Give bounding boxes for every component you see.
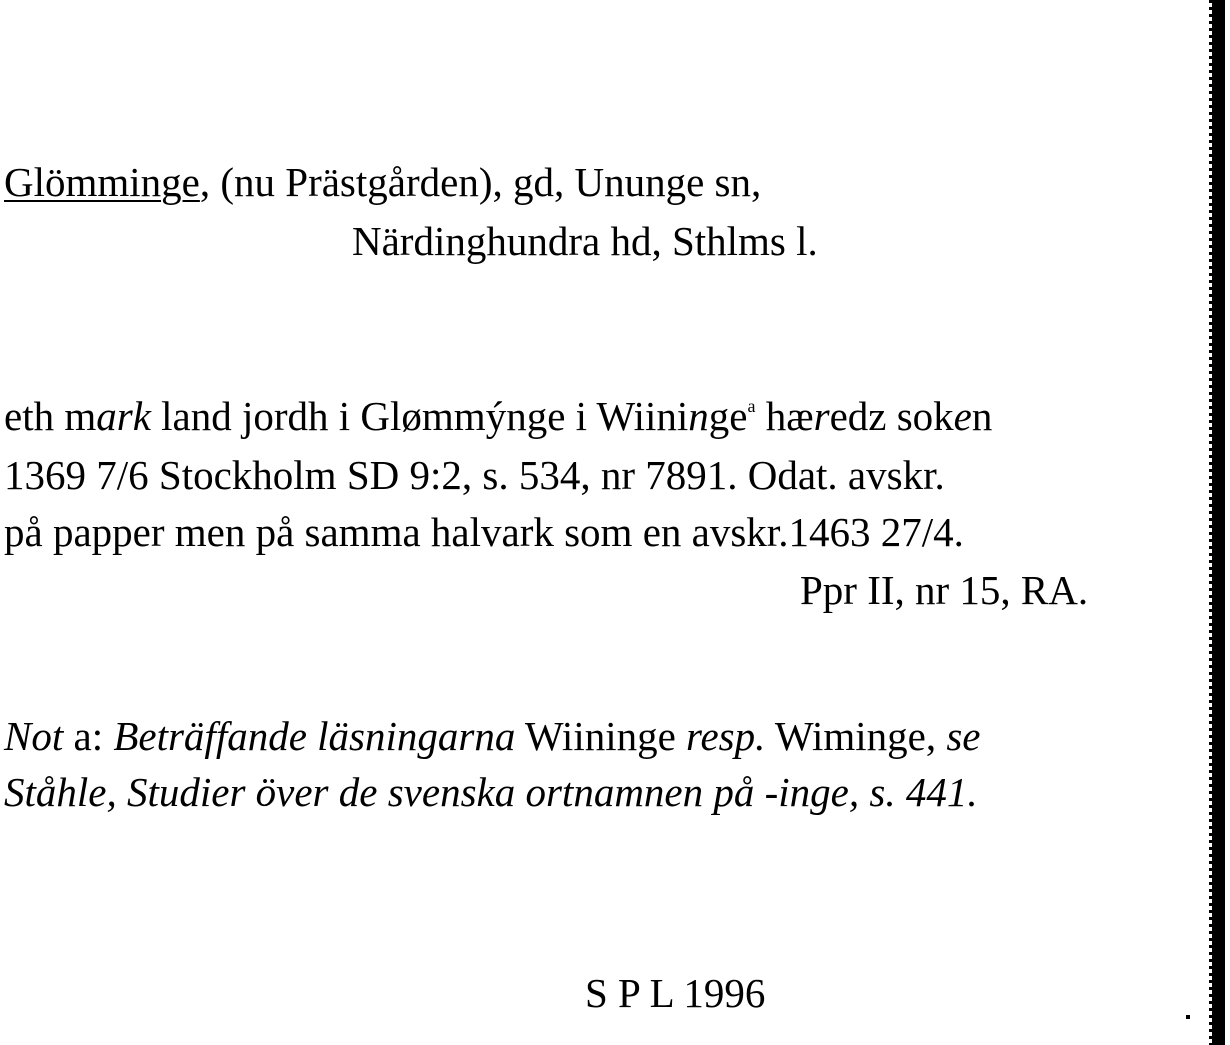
heading-line-2: Närdinghundra hd, Sthlms l.	[352, 218, 818, 264]
note-text-italic: Beträffande läsningarna	[113, 713, 516, 759]
citation-expansion: n	[688, 393, 709, 439]
heading-description: , (nu Prästgården), gd, Ununge sn,	[199, 159, 762, 205]
note-line-1	[4, 713, 981, 759]
scan-edge-bar	[1212, 0, 1225, 1045]
footer-signature: S P L 1996	[585, 970, 766, 1016]
citation-text: hæ	[755, 393, 814, 439]
note-text: Wiminge,	[765, 713, 947, 759]
note-text: a:	[63, 713, 114, 759]
footnote-marker: a	[747, 396, 756, 416]
note-label: Not	[4, 713, 64, 759]
citation-text: land jordh i Glømmýnge i Wiini	[150, 393, 689, 439]
citation-expansion: r	[813, 393, 830, 439]
citation-line-3: på papper men på samma halvark som en avskr.1463 27/4.	[4, 509, 964, 555]
citation-text: edz sok	[829, 393, 954, 439]
citation-line-4: Ppr II, nr 15, RA.	[800, 567, 1089, 613]
note-text-italic: resp.	[686, 713, 766, 759]
scan-speck	[1186, 1015, 1190, 1019]
citation-line-1	[4, 393, 993, 439]
citation-line-2: 1369 7/6 Stockholm SD 9:2, s. 534, nr 7891. Odat. avskr.	[4, 452, 945, 498]
note-text: Wiininge	[515, 713, 687, 759]
citation-expansion: ark	[96, 393, 151, 439]
citation-text: eth m	[4, 393, 97, 439]
citation-expansion: e	[953, 393, 972, 439]
citation-text: ge	[708, 393, 748, 439]
place-name: Glömminge	[4, 159, 200, 205]
heading-line-1	[4, 159, 762, 205]
citation-text: n	[971, 393, 993, 439]
note-line-2: Ståhle, Studier över de svenska ortnamnen på -inge, s. 441.	[4, 769, 978, 815]
note-text-italic: se	[946, 713, 981, 759]
